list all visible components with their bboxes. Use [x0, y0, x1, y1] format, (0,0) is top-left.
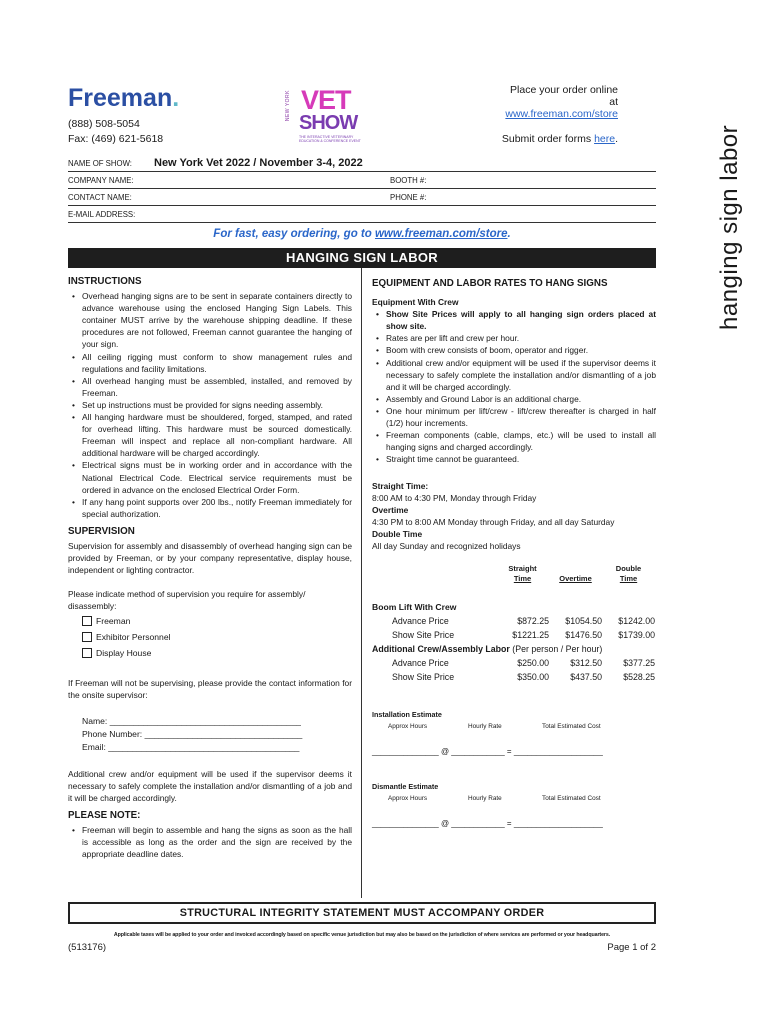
header-straight-time: Straight Time	[508, 564, 537, 583]
show-name-value: New York Vet 2022 / November 3-4, 2022	[154, 157, 363, 169]
instruction-item: • If any hang point supports over 200 lbs., notify Freeman immediately for special authorization.	[68, 496, 352, 520]
boom-lift-title: Boom Lift With Crew	[372, 602, 457, 612]
table-row: Show Site Price $350.00 $437.50 $528.25	[392, 672, 655, 682]
side-title: hanging sign labor	[716, 124, 743, 330]
table-row: Advance Price $250.00 $312.50 $377.25	[392, 658, 655, 668]
dismantle-estimate-input[interactable]: _______________ @ ____________ = ____________________	[372, 819, 603, 828]
fax-number: Fax: (469) 621-5618	[68, 133, 164, 145]
instruction-item: • Electrical signs must be in working order and in accordance with the National Electrical Code. Electrical service requirements must be ordered in advance on the enclosed Electrical Order Form.	[68, 459, 352, 495]
supervisor-name-field[interactable]: Name: ________________________________________	[82, 715, 301, 726]
structural-statement: STRUCTURAL INTEGRITY STATEMENT MUST ACCOMPANY ORDER	[68, 902, 656, 924]
instruction-item: • All overhead hanging must be assembled, installed, and removed by Freeman.	[68, 375, 352, 399]
order-online-block: Place your order online at www.freeman.com/store Submit order forms here.	[501, 84, 618, 145]
fast-store-link[interactable]: www.freeman.com/store	[374, 228, 508, 240]
supervision-section: SUPERVISION Supervision for assembly and disassembly of overhead hanging sign can be provided by Freeman, or by your company representative, display house, independent or lighting contractor. Please indicate method of supervision you require for assembly/ disassembly: Freeman Exhibitor Personnel Display House If Freeman will not be supervising, please provide the contact information for the onsite supervisor: Name: ________________________________________ Phone Number: _________________________________ Email: ________________________________________ Additional crew and/or equipment will be used if the supervisor deems it necessary to safely complete the installation and/or dismantling of a job and it will be charged accordingly.	[68, 526, 352, 803]
page-number: Page 1 of 2	[607, 942, 656, 953]
instructions-section: INSTRUCTIONS • Overhead hanging signs are to be sent in separate containers directly to advance warehouse using the enclosed Hanging Sign Labels. This container MUST arrive by the warehouse shipping deadline. If these procedures are not followed, Freeman cannot guarantee the hanging of your sign. • All ceiling rigging must conform to show management rules and regulations and facility limitations. • All overhead hanging must be assembled, installed, and removed by Freeman. • Set up instructions must be provided for signs needing assembly. • All hanging hardware must be shouldered, forged, stamped, and rated for overhead lifting. This hardware must be sourced domestically. Freeman will inspect and replace all non-compliant hardware. All additional hardware will be charged accordingly. • Electrical signs must be in working order and in accordance with the National Electrical Code. Electrical service requirements must be ordered in advance on the enclosed Electrical Order Form. • If any hang point supports over 200 lbs., notify Freeman immediately for special authorization.	[68, 276, 352, 520]
table-row: Show Site Price $1221.25 $1476.50 $1739.00	[392, 630, 655, 640]
checkbox[interactable]	[82, 648, 92, 658]
phone-number: (888) 508-5054	[68, 118, 140, 130]
column-divider	[361, 268, 362, 898]
email-address-field[interactable]: E-MAIL ADDRESS:	[68, 206, 656, 223]
equipment-section: EQUIPMENT AND LABOR RATES TO HANG SIGNS Equipment With Crew • Show Site Prices will apply to all hanging sign orders placed at show site. • Rates are per lift and crew per hour. • Boom with crew consists of boom, operator and rigger. • Additional crew and/or equipment will be used if the supervisor deems it necessary to safely complete the installation and/or dismantling of a job and it will be charged accordingly. • Assembly and Ground Labor is an additional charge. • One hour minimum per lift/crew - lift/crew thereafter is charged in half (1/2) hour increments. • Freeman components (cable, clamps, etc.) will be used to install all hanging signs and charged accordingly. • Straight time cannot be guaranteed.	[372, 278, 656, 465]
supervisor-email-field[interactable]: Email: ________________________________________	[82, 741, 300, 752]
equipment-item: • Rates are per lift and crew per hour.	[372, 332, 656, 344]
equipment-item: • Additional crew and/or equipment will be used if the supervisor deems it necessary to safely complete the installation and/or dismantling of a job and it will be charged accordingly.	[372, 357, 656, 393]
rates-table	[372, 564, 656, 684]
supervisor-phone-field[interactable]: Phone Number: _________________________________	[82, 728, 303, 739]
header-overtime: Overtime	[559, 574, 592, 583]
installation-estimate-input[interactable]: _______________ @ ____________ = ____________________	[372, 747, 603, 756]
checkbox[interactable]	[82, 632, 92, 642]
name-of-show-row: NAME OF SHOW: New York Vet 2022 / November 3-4, 2022	[68, 155, 656, 172]
dismantle-estimate: Dismantle Estimate Approx Hours Hourly Rate Total Estimated Cost _______________ @ ____________ = ____________________	[372, 782, 656, 831]
equipment-item: • Freeman components (cable, clamps, etc.) will be used to install all hanging signs and charged accordingly.	[372, 429, 656, 453]
vet-show-logo: NEW YORK VET SHOW THE INTERACTIVE VETERINARY EDUCATION & CONFERENCE EVENT	[285, 85, 361, 143]
submit-here-link[interactable]: here	[594, 133, 616, 145]
fast-ordering-line: For fast, easy ordering, go to www.freeman.com/store.	[213, 228, 511, 240]
instruction-item: • Set up instructions must be provided for signs needing assembly.	[68, 399, 352, 411]
freeman-logo: Freeman.	[68, 84, 180, 112]
supervision-option-display-house[interactable]: Display House	[82, 645, 352, 661]
form-id: (513176)	[68, 942, 107, 953]
section-title-band: HANGING SIGN LABOR	[68, 248, 656, 268]
equipment-item: • One hour minimum per lift/crew - lift/crew thereafter is charged in half (1/2) hour increments.	[372, 405, 656, 429]
equipment-item: • Straight time cannot be guaranteed.	[372, 453, 656, 465]
supervision-option-exhibitor[interactable]: Exhibitor Personnel	[82, 629, 352, 645]
note-item: • Freeman will begin to assemble and hang the signs as soon as the hall is accessible as long as the order and the sign are received by the appropriate deadline dates.	[68, 824, 352, 860]
equipment-item: • Show Site Prices will apply to all hanging sign orders placed at show site.	[372, 308, 656, 332]
company-name-field[interactable]: COMPANY NAME: BOOTH #:	[68, 172, 656, 189]
checkbox[interactable]	[82, 616, 92, 626]
instruction-item: • All ceiling rigging must conform to show management rules and regulations and facility limitations.	[68, 351, 352, 375]
store-link[interactable]: www.freeman.com/store	[505, 108, 618, 120]
booth-field[interactable]: BOOTH #:	[390, 176, 427, 185]
taxes-note: Applicable taxes will be applied to your order and invoiced accordingly based on specific venue jurisdiction but may also be based on the jurisdiction of where services are performed or your headquarters.	[113, 932, 611, 938]
instruction-item: • Overhead hanging signs are to be sent in separate containers directly to advance warehouse using the enclosed Hanging Sign Labels. This container MUST arrive by the warehouse shipping deadline. If these procedures are not followed, Freeman cannot guarantee the hanging of your sign.	[68, 290, 352, 350]
contact-name-field[interactable]: CONTACT NAME: PHONE #:	[68, 189, 656, 206]
equipment-item: • Assembly and Ground Labor is an additional charge.	[372, 393, 656, 405]
supervision-option-freeman[interactable]: Freeman	[82, 613, 352, 629]
header-double-time: Double Time	[615, 564, 642, 583]
table-row: Advance Price $872.25 $1054.50 $1242.00	[392, 616, 655, 626]
installation-estimate: Installation Estimate Approx Hours Hourly Rate Total Estimated Cost _______________ @ ____________ = ____________________	[372, 710, 656, 759]
crew-labor-title: Additional Crew/Assembly Labor (Per person / Per hour)	[372, 644, 603, 654]
instruction-item: • All hanging hardware must be shouldered, forged, stamped, and rated for overhead lifting. This hardware must be sourced domestically. Freeman will inspect and replace all non-compliant hardware. All additional hardware will be charged accordingly.	[68, 411, 352, 459]
time-definitions: Straight Time: 8:00 AM to 4:30 PM, Monday through Friday Overtime 4:30 PM to 8:00 AM Monday through Friday, and all day Saturday Double Time All day Sunday and recognized holidays	[372, 481, 615, 552]
please-note-section: PLEASE NOTE: • Freeman will begin to assemble and hang the signs as soon as the hall is accessible as long as the order and the sign are received by the appropriate deadline dates.	[68, 810, 352, 860]
equipment-item: • Boom with crew consists of boom, operator and rigger.	[372, 344, 656, 356]
phone-field[interactable]: PHONE #:	[390, 193, 427, 202]
